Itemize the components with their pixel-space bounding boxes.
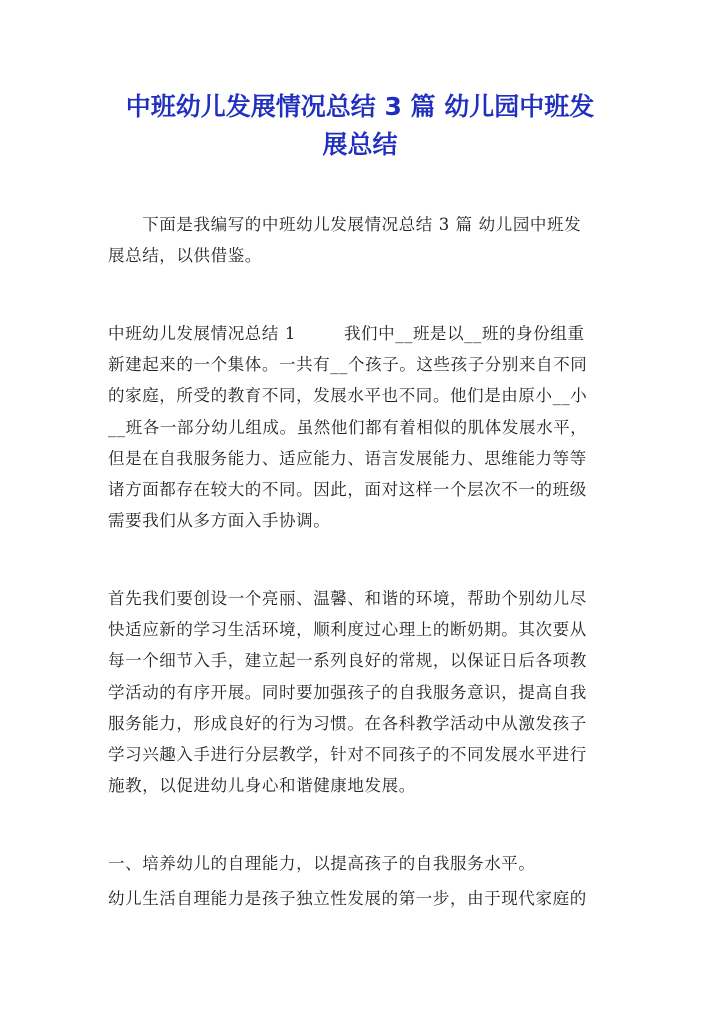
section-heading-1-text: 一、培养幼儿的自理能力，以提高孩子的自我服务水平。 (108, 854, 536, 873)
section1-heading: 中班幼儿发展情况总结 1 (108, 324, 296, 343)
section1-line: 新建起来的一个集体。一共有__个孩子。这些孩子分别来自不同 (108, 355, 588, 375)
paragraph-3-line: 幼儿生活自理能力是孩子独立性发展的第一步，由于现代家庭的 (108, 889, 587, 908)
paragraph-2-line: 学习兴趣入手进行分层教学，针对不同孩子的不同发展水平进行 (108, 745, 587, 765)
section1-first-line (108, 318, 612, 349)
section1-line: 需要我们从多方面入手协调。 (108, 511, 331, 531)
section1-paragraph (108, 318, 612, 536)
paragraph-2-line: 服务能力，形成良好的行为习惯。在各科教学活动中从激发孩子 (108, 713, 587, 733)
intro-paragraph (108, 209, 612, 271)
paragraph-2-line: 首先我们要创设一个亮丽、温馨、和谐的环境，帮助个别幼儿尽 (108, 589, 587, 608)
section1-line: 诸方面都存在较大的不同。因此，面对这样一个层次不一的班级 (108, 480, 587, 500)
paragraph-3 (108, 883, 612, 914)
paragraph-2-line: 每一个细节入手，建立起一系列良好的常规，以保证日后各项教 (108, 651, 587, 671)
section1-line: 的家庭，所受的教育不同，发展水平也不同。他们是由原小__小 (108, 386, 588, 406)
intro-line: 下面是我编写的中班幼儿发展情况总结 3 篇 幼儿园中班发 (108, 215, 582, 234)
document-title (90, 88, 630, 164)
section-heading-1 (108, 848, 612, 879)
paragraph-2 (108, 583, 612, 801)
section1-line: 但是在自我服务能力、适应能力、语言发展能力、思维能力等等 (108, 448, 587, 468)
title-line-2: 展总结 (322, 130, 398, 159)
section1-line: __班各一部分幼儿组成。虽然他们都有着相似的肌体发展水平， (108, 417, 588, 437)
title-line-1: 中班幼儿发展情况总结 3 篇 幼儿园中班发 (125, 92, 595, 121)
section1-line: 我们中__班是以__班的身份组重 (343, 324, 585, 343)
paragraph-2-line: 快适应新的学习生活环境，顺利度过心理上的断奶期。其次要从 (108, 620, 587, 640)
paragraph-2-line: 学活动的有序开展。同时要加强孩子的自我服务意识，提高自我 (108, 682, 587, 702)
paragraph-2-line: 施教，以促进幼儿身心和谐健康地发展。 (108, 776, 416, 796)
intro-line: 展总结，以供借鉴。 (108, 246, 262, 266)
